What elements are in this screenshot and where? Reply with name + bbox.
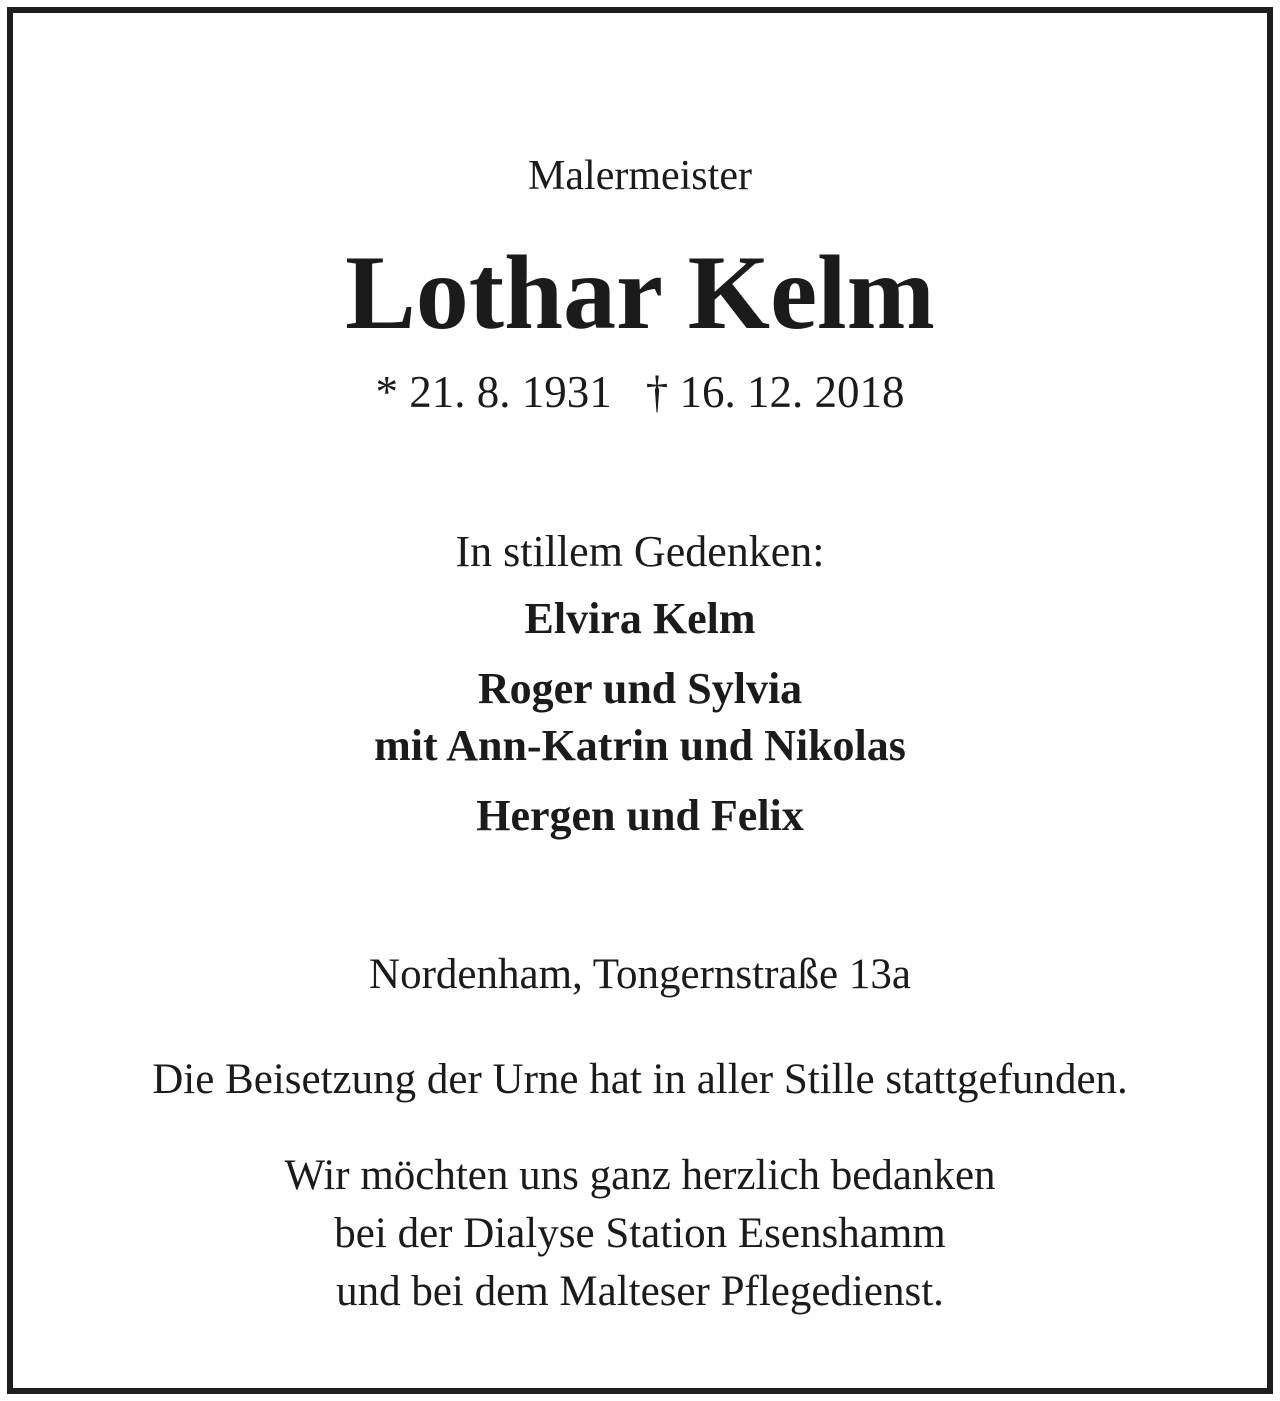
thanks-line: bei der Dialyse Station Esenshamm xyxy=(334,1210,946,1257)
mourner-line: mit Ann-Katrin und Nikolas xyxy=(374,721,906,770)
mourner-line: Elvira Kelm xyxy=(524,594,756,643)
thanks-line: und bei dem Malteser Pflegedienst. xyxy=(336,1268,944,1315)
life-dates xyxy=(0,367,1280,417)
birth-date: * 21. 8. 1931 xyxy=(375,367,612,417)
deceased-name: Lothar Kelm xyxy=(345,234,935,351)
burial-note: Die Beisetzung der Urne hat in aller Stille stattgefunden. xyxy=(152,1056,1128,1103)
death-date: † 16. 12. 2018 xyxy=(645,367,905,417)
mourner-line: Roger und Sylvia xyxy=(477,664,803,713)
mourner-line: Hergen und Felix xyxy=(476,791,804,840)
profession-title: Malermeister xyxy=(528,153,752,199)
address-line: Nordenham, Tongernstraße 13a xyxy=(369,951,911,998)
memory-heading: In stillem Gedenken: xyxy=(455,527,825,576)
thanks-line: Wir möchten uns ganz herzlich bedanken xyxy=(284,1152,996,1199)
